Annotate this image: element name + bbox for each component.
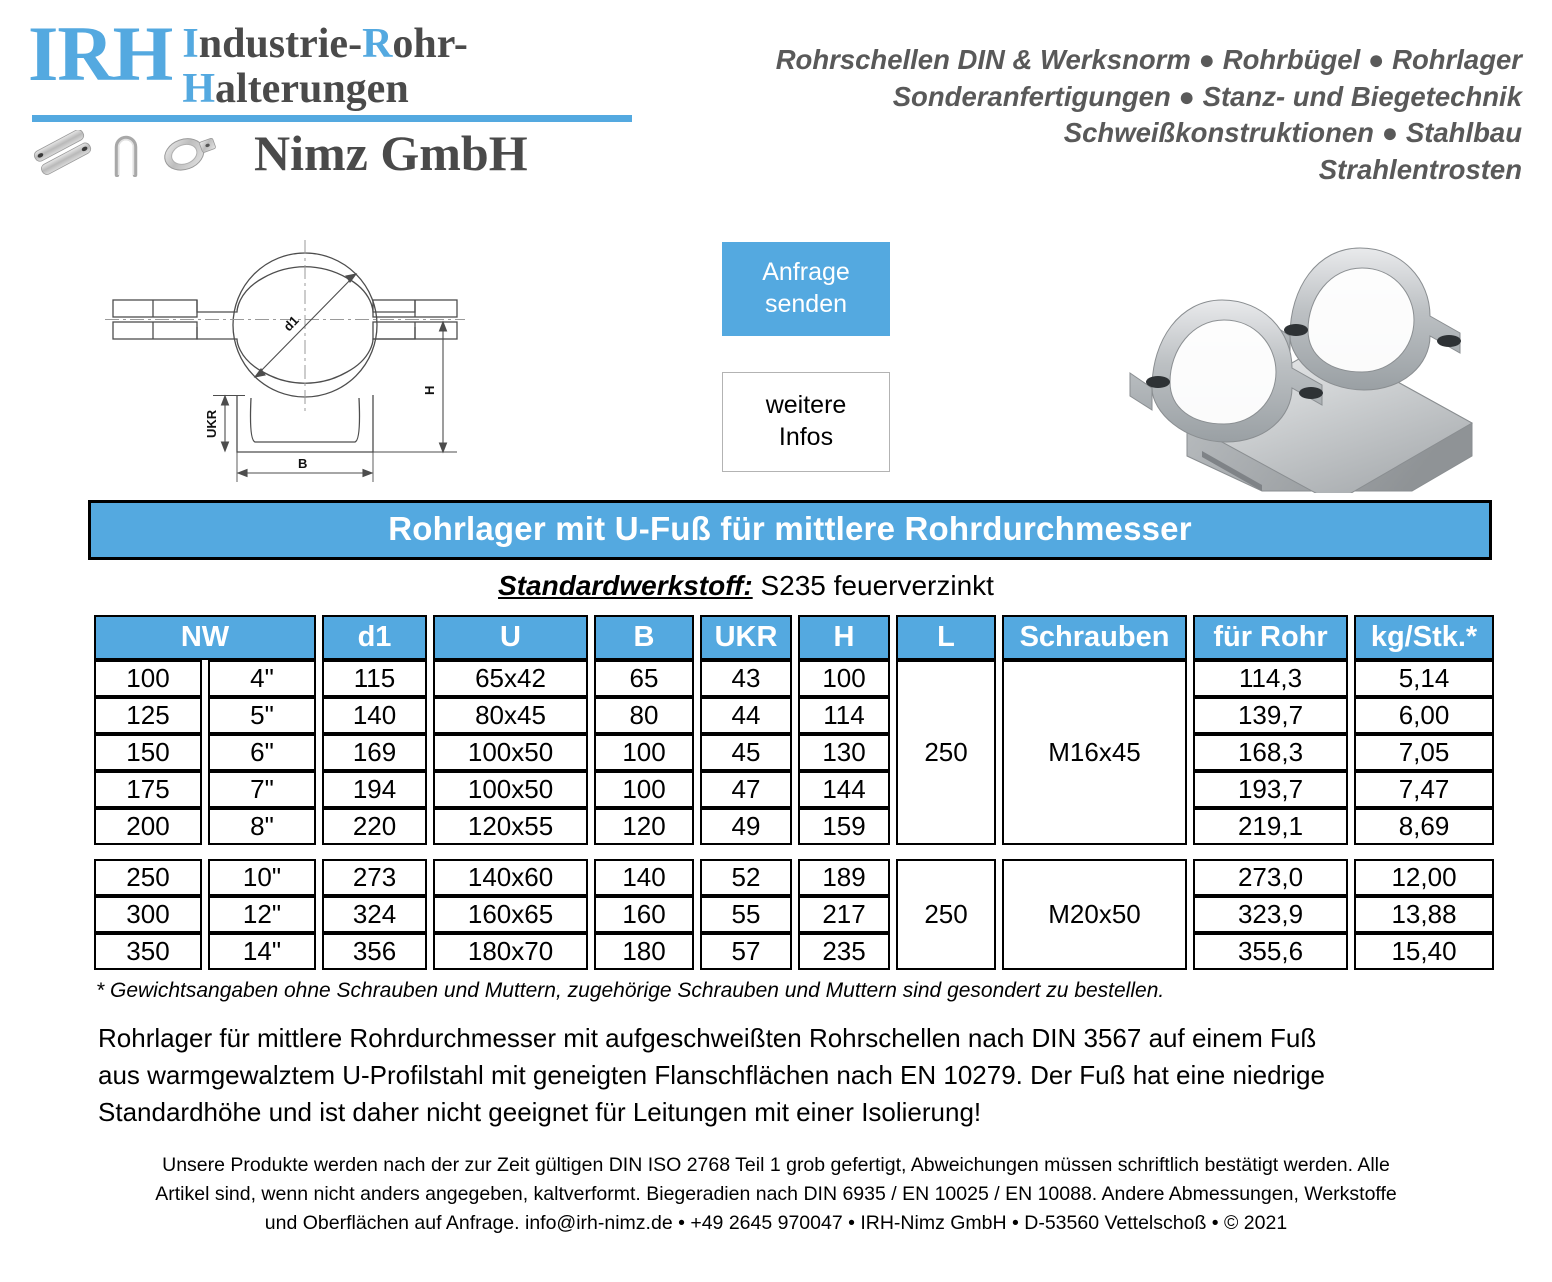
cell-schrauben: M20x50 xyxy=(1002,859,1187,970)
drawing-label-UKR: UKR xyxy=(204,409,219,438)
cell-u: 100x50 xyxy=(433,771,588,808)
logo-divider xyxy=(32,115,632,122)
cell-ukr: 43 xyxy=(700,660,792,697)
cell-nw-inch: 8" xyxy=(208,808,316,845)
pipe-clamp-icon xyxy=(32,130,94,176)
cell-u: 160x65 xyxy=(433,896,588,933)
col-header-l: L xyxy=(896,615,996,660)
table-row xyxy=(94,660,1494,697)
cell-l: 250 xyxy=(896,660,996,845)
material-value: S235 feuerverzinkt xyxy=(760,570,994,601)
cell-h: 100 xyxy=(798,660,890,697)
table-row xyxy=(94,771,1494,808)
cell-u: 180x70 xyxy=(433,933,588,970)
col-header-kg-stk: kg/Stk.* xyxy=(1354,615,1494,660)
col-header-d1: d1 xyxy=(322,615,427,660)
cell-nw-dn: 300 xyxy=(94,896,202,933)
table-row xyxy=(94,859,1494,896)
u-bolt-icon xyxy=(110,129,142,177)
col-header-u: U xyxy=(433,615,588,660)
more-info-label-line2: Infos xyxy=(778,423,834,451)
cell-nw-dn: 200 xyxy=(94,808,202,845)
cell-nw-inch: 14" xyxy=(208,933,316,970)
table-header-row xyxy=(94,615,1494,660)
material-label: Standardwerkstoff: xyxy=(498,570,753,601)
cell-nw-inch: 4" xyxy=(208,660,316,697)
logo-wordmark xyxy=(182,18,468,111)
cell-kg-stk: 7,05 xyxy=(1354,734,1494,771)
drawing-label-d1: d1 xyxy=(280,312,302,335)
cell-ukr: 49 xyxy=(700,808,792,845)
cell-nw-inch: 6" xyxy=(208,734,316,771)
cell-kg-stk: 8,69 xyxy=(1354,808,1494,845)
cell-b: 80 xyxy=(594,697,694,734)
cell-d1: 140 xyxy=(322,697,427,734)
cell-d1: 273 xyxy=(322,859,427,896)
description-line-3: Standardhöhe und ist daher nicht geeignet für Leitungen mit einer Isolierung! xyxy=(98,1096,982,1127)
col-header-ukr: UKR xyxy=(700,615,792,660)
cell-nw-dn: 125 xyxy=(94,697,202,734)
tagline-line-4: Strahlentrosten xyxy=(1318,153,1522,185)
cell-h: 217 xyxy=(798,896,890,933)
cell-kg-stk: 5,14 xyxy=(1354,660,1494,697)
cell-nw-dn: 100 xyxy=(94,660,202,697)
logo-acronym: IRH xyxy=(28,10,173,97)
cell-kg-stk: 12,00 xyxy=(1354,859,1494,896)
spec-table xyxy=(88,615,1500,970)
tagline-line-2: Sonderanfertigungen ● Stanz- und Biegetechnik xyxy=(892,80,1522,112)
col-header-nw: NW xyxy=(94,615,316,660)
legal-footer xyxy=(76,1151,1476,1239)
cell-kg-stk: 6,00 xyxy=(1354,697,1494,734)
spec-table-wrapper xyxy=(88,615,1488,970)
col-header-schrauben: Schrauben xyxy=(1002,615,1187,660)
more-info-button[interactable] xyxy=(722,372,890,472)
cell-u: 120x55 xyxy=(433,808,588,845)
cell-b: 140 xyxy=(594,859,694,896)
cell-b: 180 xyxy=(594,933,694,970)
cell-d1: 194 xyxy=(322,771,427,808)
cell-h: 189 xyxy=(798,859,890,896)
logo-product-icons xyxy=(28,129,222,177)
cell-h: 159 xyxy=(798,808,890,845)
cell-fuer-rohr: 193,7 xyxy=(1193,771,1348,808)
cell-fuer-rohr: 273,0 xyxy=(1193,859,1348,896)
cell-ukr: 57 xyxy=(700,933,792,970)
col-header-b: B xyxy=(594,615,694,660)
cell-b: 65 xyxy=(594,660,694,697)
cell-h: 130 xyxy=(798,734,890,771)
tagline-line-1: Rohrschellen DIN & Werksnorm ● Rohrbügel ● Rohrlager xyxy=(775,44,1522,75)
cell-d1: 169 xyxy=(322,734,427,771)
page-header xyxy=(0,0,1552,200)
cell-kg-stk: 15,40 xyxy=(1354,933,1494,970)
cell-nw-dn: 250 xyxy=(94,859,202,896)
header-tagline xyxy=(692,18,1522,188)
cell-h: 144 xyxy=(798,771,890,808)
cell-d1: 220 xyxy=(322,808,427,845)
drawing-label-B: B xyxy=(298,456,308,471)
cell-nw-dn: 175 xyxy=(94,771,202,808)
cell-h: 235 xyxy=(798,933,890,970)
description-line-1: Rohrlager für mittlere Rohrdurchmesser mit aufgeschweißten Rohrschellen nach DIN 3567 auf einem Fuß xyxy=(98,1023,1317,1053)
send-inquiry-label-line1: Anfrage xyxy=(762,258,850,286)
cell-ukr: 45 xyxy=(700,734,792,771)
cell-nw-dn: 150 xyxy=(94,734,202,771)
material-subtitle xyxy=(0,570,1552,602)
cell-d1: 115 xyxy=(322,660,427,697)
cell-d1: 356 xyxy=(322,933,427,970)
cell-nw-inch: 5" xyxy=(208,697,316,734)
legal-line-3: und Oberflächen auf Anfrage. info@irh-nimz.de • +49 2645 970047 • IRH-Nimz GmbH • D-53560 Vettelschoß • © 2021 xyxy=(264,1212,1288,1235)
technical-drawing xyxy=(85,200,485,495)
product-illustration-band xyxy=(0,200,1552,500)
col-header-h: H xyxy=(798,615,890,660)
cell-u: 100x50 xyxy=(433,734,588,771)
drawing-label-H: H xyxy=(422,385,437,395)
logo-word-r: R xyxy=(362,21,393,67)
logo-word-i: I xyxy=(182,21,199,67)
logo-word-h: H xyxy=(182,65,216,112)
product-photo xyxy=(1112,208,1532,498)
cell-b: 100 xyxy=(594,771,694,808)
cell-b: 120 xyxy=(594,808,694,845)
cell-fuer-rohr: 139,7 xyxy=(1193,697,1348,734)
product-description xyxy=(98,1020,1418,1131)
brand-logo xyxy=(28,10,678,182)
table-footnote: * Gewichtsangaben ohne Schrauben und Muttern, zugehörige Schrauben und Muttern sind gesondert zu bestellen. xyxy=(96,979,1165,1002)
send-inquiry-label-line2: senden xyxy=(764,290,848,318)
table-row xyxy=(94,734,1494,771)
table-group-gap xyxy=(94,845,1494,859)
cell-nw-inch: 12" xyxy=(208,896,316,933)
table-body xyxy=(94,660,1494,970)
cell-u: 140x60 xyxy=(433,859,588,896)
cell-fuer-rohr: 168,3 xyxy=(1193,734,1348,771)
cell-ukr: 44 xyxy=(700,697,792,734)
cell-fuer-rohr: 219,1 xyxy=(1193,808,1348,845)
cell-b: 100 xyxy=(594,734,694,771)
legal-line-1: Unsere Produkte werden nach der zur Zeit gültigen DIN ISO 2768 Teil 1 grob gefertigt, Abweichungen müssen schriftlich bestätigt werden. Alle xyxy=(162,1153,1390,1176)
cell-schrauben: M16x45 xyxy=(1002,660,1187,845)
logo-word-rohr: ohr- xyxy=(392,21,468,67)
description-line-2: aus warmgewalztem U-Profilstahl mit geneigten Flanschflächen nach EN 10279. Der Fuß hat eine niedrige xyxy=(98,1059,1325,1090)
logo-company-name: Nimz GmbH xyxy=(254,125,528,182)
cta-button-group xyxy=(722,242,890,472)
cell-b: 160 xyxy=(594,896,694,933)
tagline-line-3: Schweißkonstruktionen ● Stahlbau xyxy=(1063,117,1522,149)
cell-nw-inch: 10" xyxy=(208,859,316,896)
col-header-fuer-rohr: für Rohr xyxy=(1193,615,1348,660)
more-info-label-line1: weitere xyxy=(765,391,847,419)
cell-fuer-rohr: 323,9 xyxy=(1193,896,1348,933)
pipe-ring-icon xyxy=(158,130,222,176)
cell-u: 80x45 xyxy=(433,697,588,734)
cell-u: 65x42 xyxy=(433,660,588,697)
cell-fuer-rohr: 355,6 xyxy=(1193,933,1348,970)
cell-d1: 324 xyxy=(322,896,427,933)
send-inquiry-button[interactable] xyxy=(722,242,890,336)
cell-l: 250 xyxy=(896,859,996,970)
cell-kg-stk: 13,88 xyxy=(1354,896,1494,933)
cell-nw-dn: 350 xyxy=(94,933,202,970)
logo-word-industrie: ndustrie- xyxy=(198,21,363,67)
cell-ukr: 55 xyxy=(700,896,792,933)
cell-ukr: 52 xyxy=(700,859,792,896)
page-title: Rohrlager mit U-Fuß für mittlere Rohrdurchmesser xyxy=(88,500,1492,560)
cell-nw-inch: 7" xyxy=(208,771,316,808)
table-row xyxy=(94,933,1494,970)
table-row xyxy=(94,896,1494,933)
cell-kg-stk: 7,47 xyxy=(1354,771,1494,808)
cell-h: 114 xyxy=(798,697,890,734)
cell-ukr: 47 xyxy=(700,771,792,808)
cell-fuer-rohr: 114,3 xyxy=(1193,660,1348,697)
legal-line-2: Artikel sind, wenn nicht anders angegeben, kaltverformt. Biegeradien nach DIN 6935 / EN 10025 / EN 10088. Andere Abmessungen, Werkstoffe xyxy=(155,1182,1397,1205)
table-row xyxy=(94,697,1494,734)
logo-word-halterungen: alterungen xyxy=(215,65,409,112)
table-row xyxy=(94,808,1494,845)
